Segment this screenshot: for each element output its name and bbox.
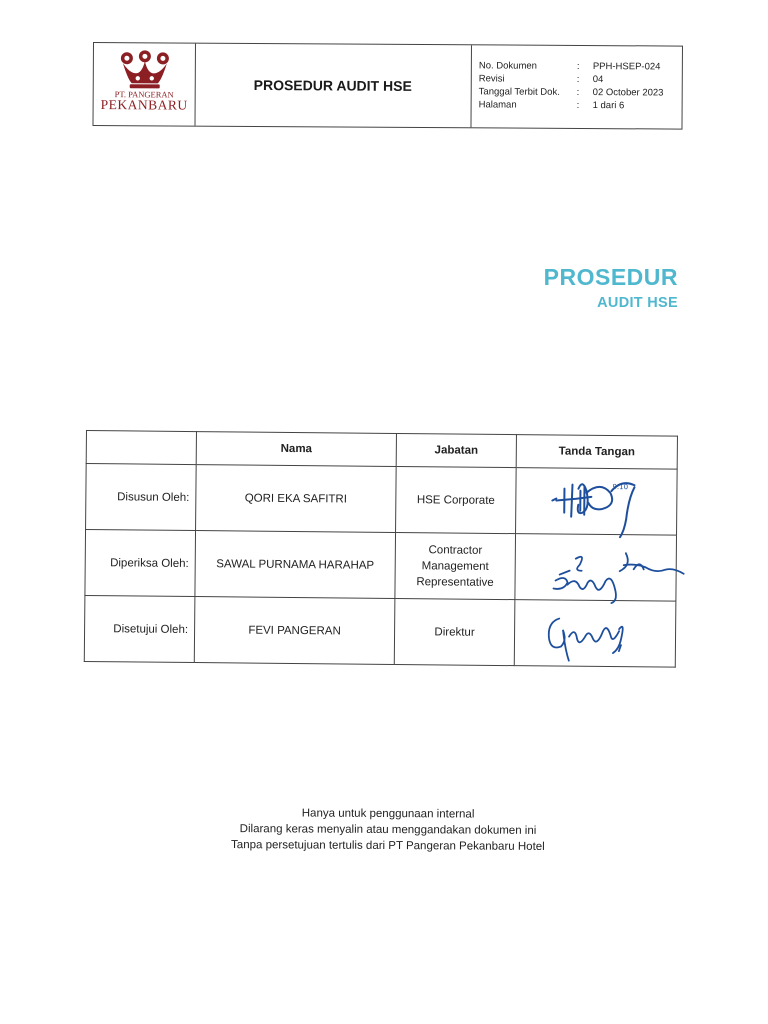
crown-icon [118, 49, 172, 89]
position-line: Contractor [428, 543, 483, 557]
company-name-line2: PEKANBARU [100, 97, 188, 113]
meta-row-page: Halaman : 1 dari 6 [479, 98, 679, 112]
meta-label: Tanggal Terbit Dok. [478, 86, 560, 98]
meta-row-doc-number: No. Dokumen : PPH-HSEP-024 [479, 59, 679, 73]
column-header: Nama [196, 432, 396, 467]
document-title [544, 264, 678, 311]
meta-label: Revisi [478, 73, 505, 85]
company-logo [93, 43, 195, 126]
notice-line: Tanpa persetujuan tertulis dari PT Pangeran Pekanbaru Hotel [231, 839, 545, 853]
document-header [92, 42, 683, 130]
position-line: Direktur [434, 625, 475, 639]
role-cell: Diperiksa Oleh: [85, 530, 196, 597]
column-header [86, 431, 196, 465]
document-title-line1: PROSEDUR [543, 264, 678, 290]
notice-line: Hanya untuk penggunaan internal [301, 807, 475, 821]
position-line: Representative [416, 575, 494, 589]
notice-line: Dilarang keras menyalin atau menggandakan dokumen ini [239, 823, 537, 837]
signature-cell [514, 600, 676, 668]
document-meta [479, 59, 679, 112]
position-cell [395, 532, 516, 599]
company-name-line1: PT. PANGERAN [114, 89, 174, 100]
role-cell: Disetujui Oleh: [84, 595, 195, 662]
name-cell: FEVI PANGERAN [194, 597, 395, 665]
svg-text:9.10: 9.10 [612, 483, 629, 492]
header-title: PROSEDUR AUDIT HSE [194, 44, 471, 128]
name-cell: QORI EKA SAFITRI [196, 465, 397, 533]
position-line: Management [421, 559, 489, 573]
meta-value: 04 [592, 74, 604, 86]
signature-cell [515, 534, 677, 602]
document-title-line2: AUDIT HSE [597, 295, 678, 311]
signature-cell [516, 468, 678, 536]
meta-value: 1 dari 6 [592, 100, 625, 112]
meta-label: No. Dokumen [478, 60, 537, 72]
signature-fevi [515, 600, 676, 667]
confidentiality-notice [188, 805, 588, 855]
column-header: Jabatan [396, 433, 516, 467]
signature-sawal [515, 534, 676, 601]
meta-value: 02 October 2023 [592, 87, 664, 99]
table-row [84, 595, 676, 667]
column-header: Tanda Tangan [516, 435, 677, 470]
meta-value: PPH-HSEP-024 [592, 61, 661, 73]
position-cell [394, 598, 515, 665]
meta-row-revision: Revisi : 04 [479, 72, 679, 86]
meta-label: Halaman [478, 99, 517, 111]
role-cell: Disusun Oleh: [86, 464, 197, 531]
meta-row-issue-date: Tanggal Terbit Dok. : 02 October 2023 [479, 85, 679, 99]
approval-table [84, 430, 678, 668]
table-row [85, 530, 677, 602]
signature-qori [516, 468, 677, 535]
name-cell: SAWAL PURNAMA HARAHAP [195, 531, 396, 599]
table-row [86, 464, 678, 536]
position-line: HSE Corporate [416, 493, 495, 507]
position-cell [396, 466, 517, 533]
